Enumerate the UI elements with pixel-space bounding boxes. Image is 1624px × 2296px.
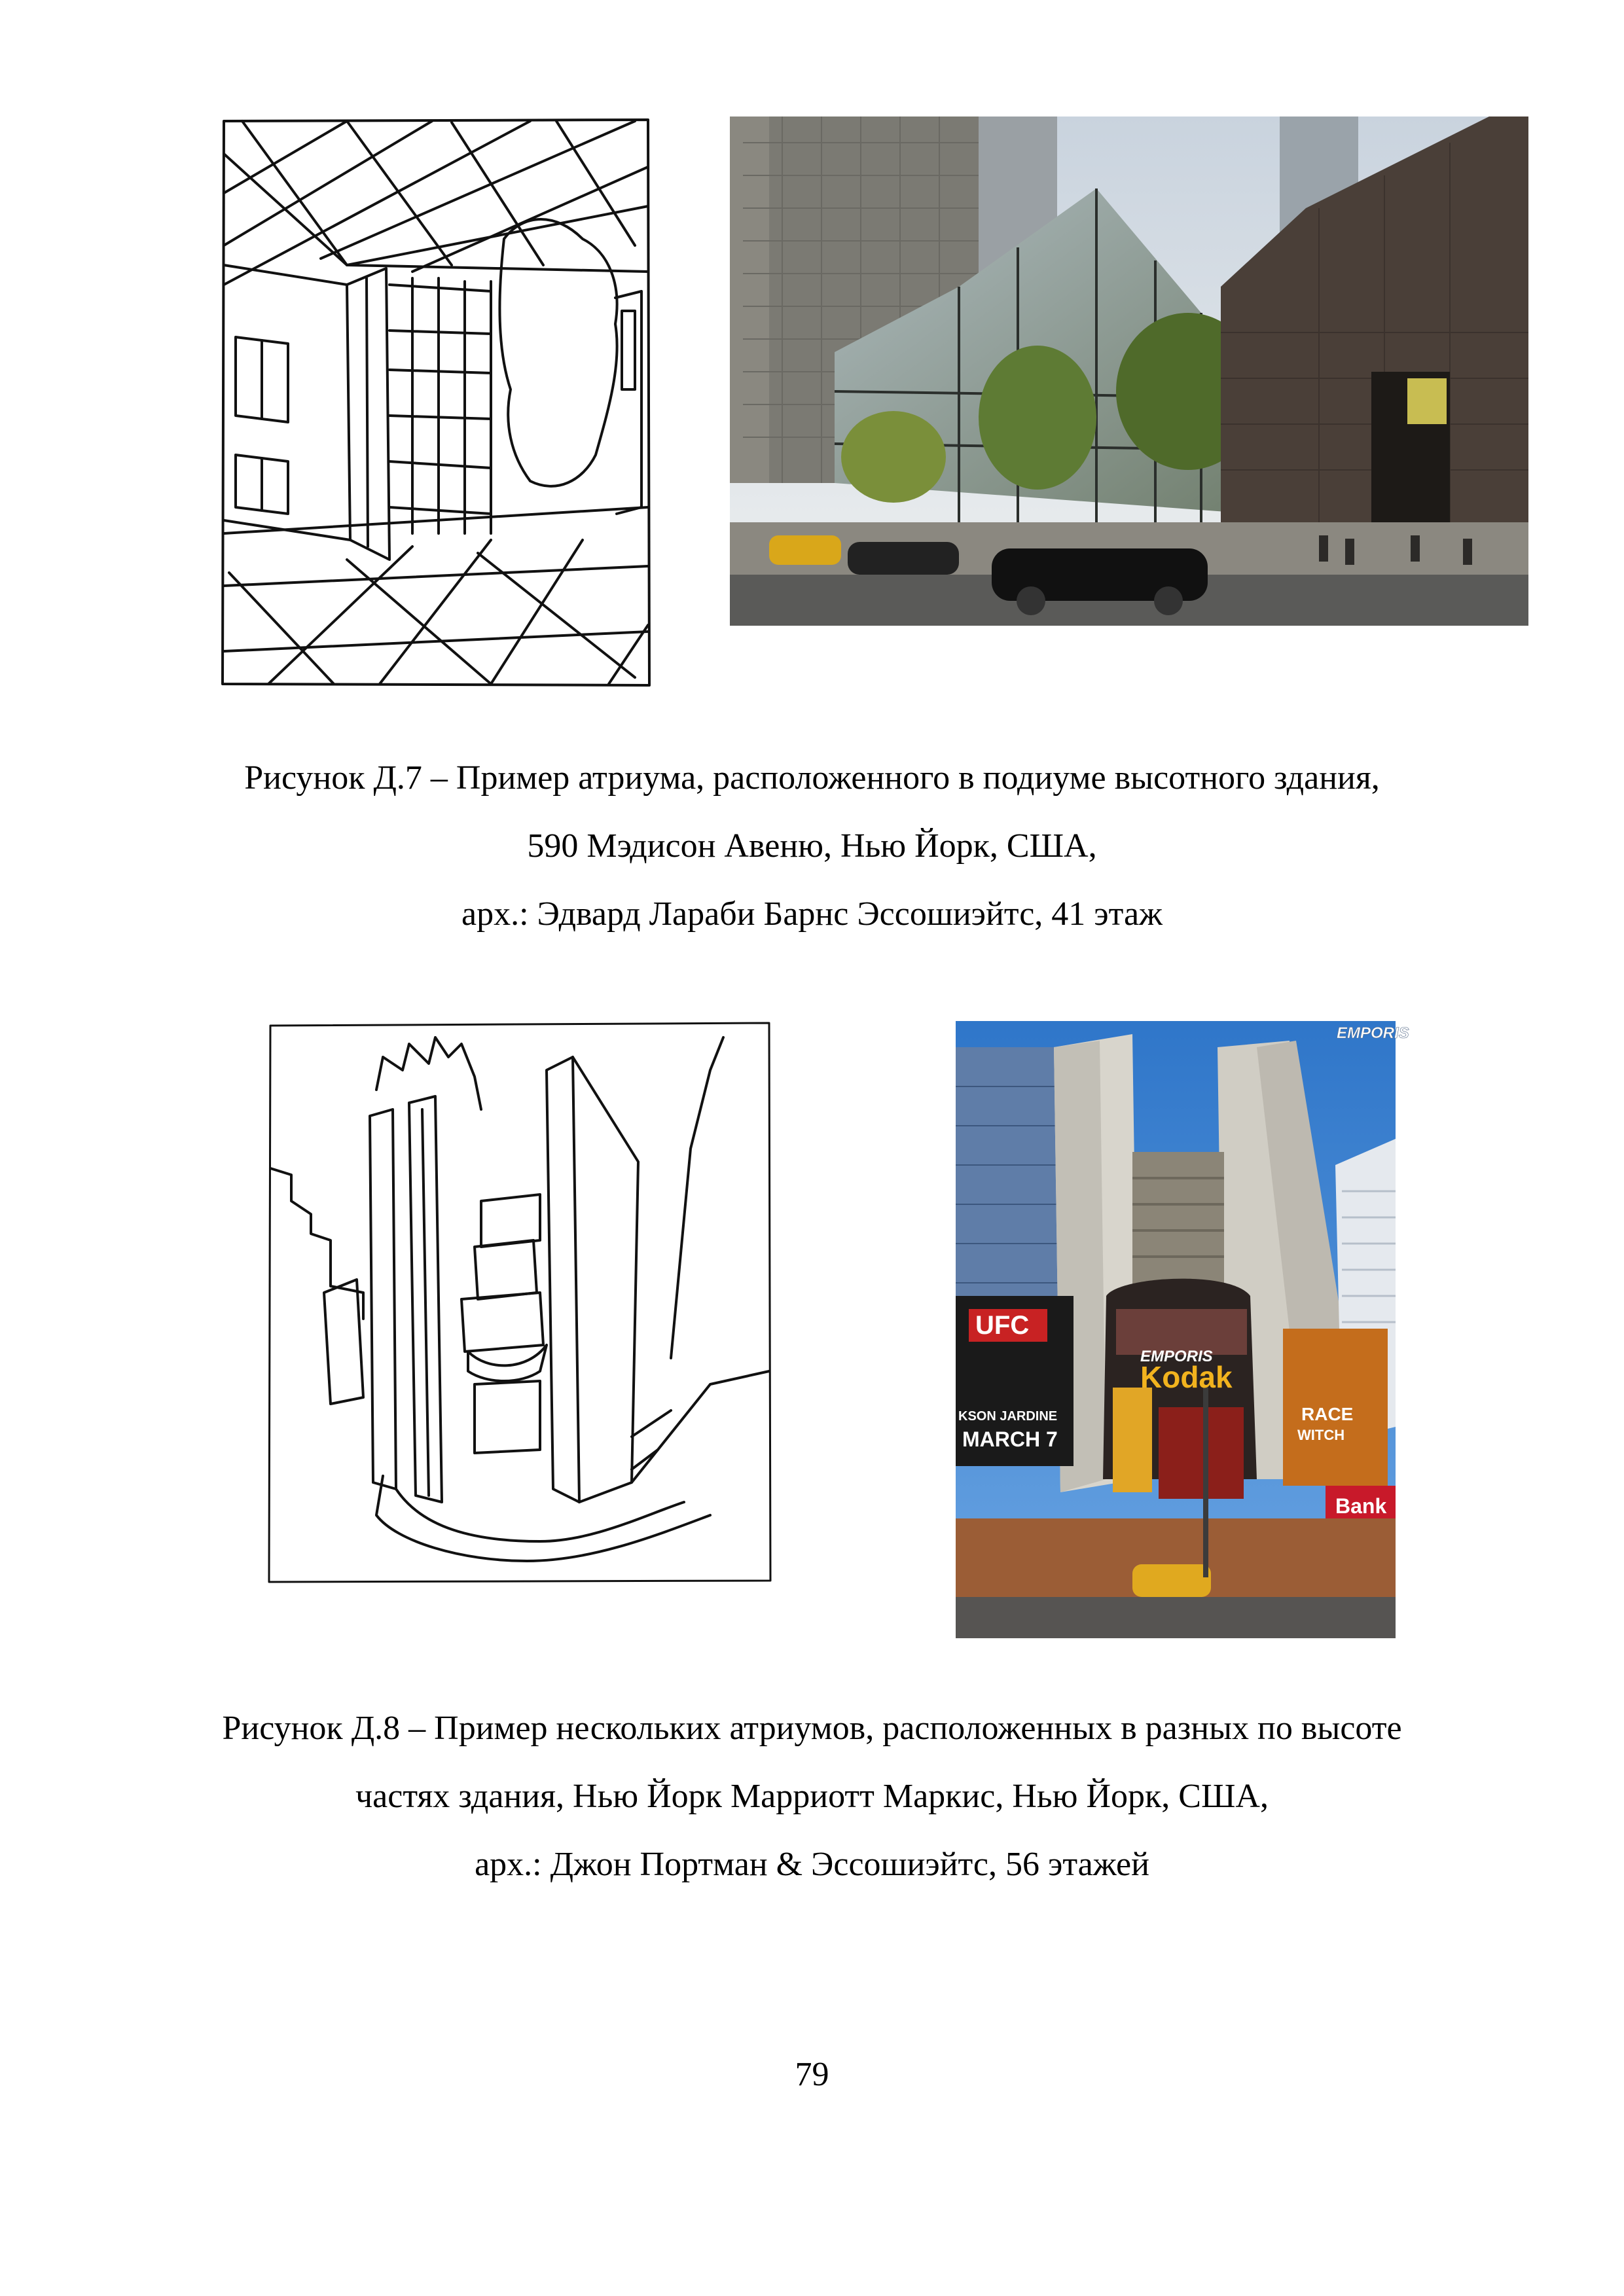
figure-8-caption-line-2: частях здания, Нью Йорк Марриотт Маркис, Нью Йорк, США, bbox=[355, 1778, 1269, 1815]
figure-7-caption-line-2: 590 Мэдисон Авеню, Нью Йорк, США, bbox=[527, 827, 1097, 865]
figure-8-sketch bbox=[265, 1018, 776, 1587]
poster-name-sign: KSON JARDINE bbox=[958, 1409, 1058, 1424]
witch-sign: WITCH bbox=[1297, 1427, 1345, 1443]
march-sign: MARCH 7 bbox=[962, 1427, 1058, 1451]
figure-7-sketch bbox=[216, 115, 655, 691]
emporis-watermark: EMPORIS bbox=[1337, 1024, 1409, 1042]
emporis-screen-text: EMPORIS bbox=[1140, 1348, 1213, 1365]
race-sign: RACE bbox=[1301, 1404, 1354, 1424]
kodak-sign: Kodak bbox=[1140, 1360, 1233, 1394]
figure-7-caption-line-1: Рисунок Д.7 – Пример атриума, расположенного в подиуме высотного здания, bbox=[244, 759, 1380, 797]
figure-8-caption-line-3: арх.: Джон Портман & Эссошиэйтс, 56 этажей bbox=[475, 1846, 1149, 1883]
figure-7-photo bbox=[730, 117, 1528, 626]
page-number: 79 bbox=[795, 2056, 829, 2093]
ufc-sign: UFC bbox=[975, 1311, 1030, 1340]
figure-8-caption bbox=[0, 1695, 1624, 1899]
bank-sign: Bank bbox=[1335, 1494, 1387, 1518]
figure-7-caption-line-3: арх.: Эдвард Лараби Барнс Эссошиэйтс, 41 этаж bbox=[461, 895, 1163, 933]
figure-8-photo bbox=[956, 1021, 1409, 1638]
figure-7-caption bbox=[0, 744, 1624, 948]
figure-8-caption-line-1: Рисунок Д.8 – Пример нескольких атриумов, расположенных в разных по высоте bbox=[222, 1710, 1402, 1747]
